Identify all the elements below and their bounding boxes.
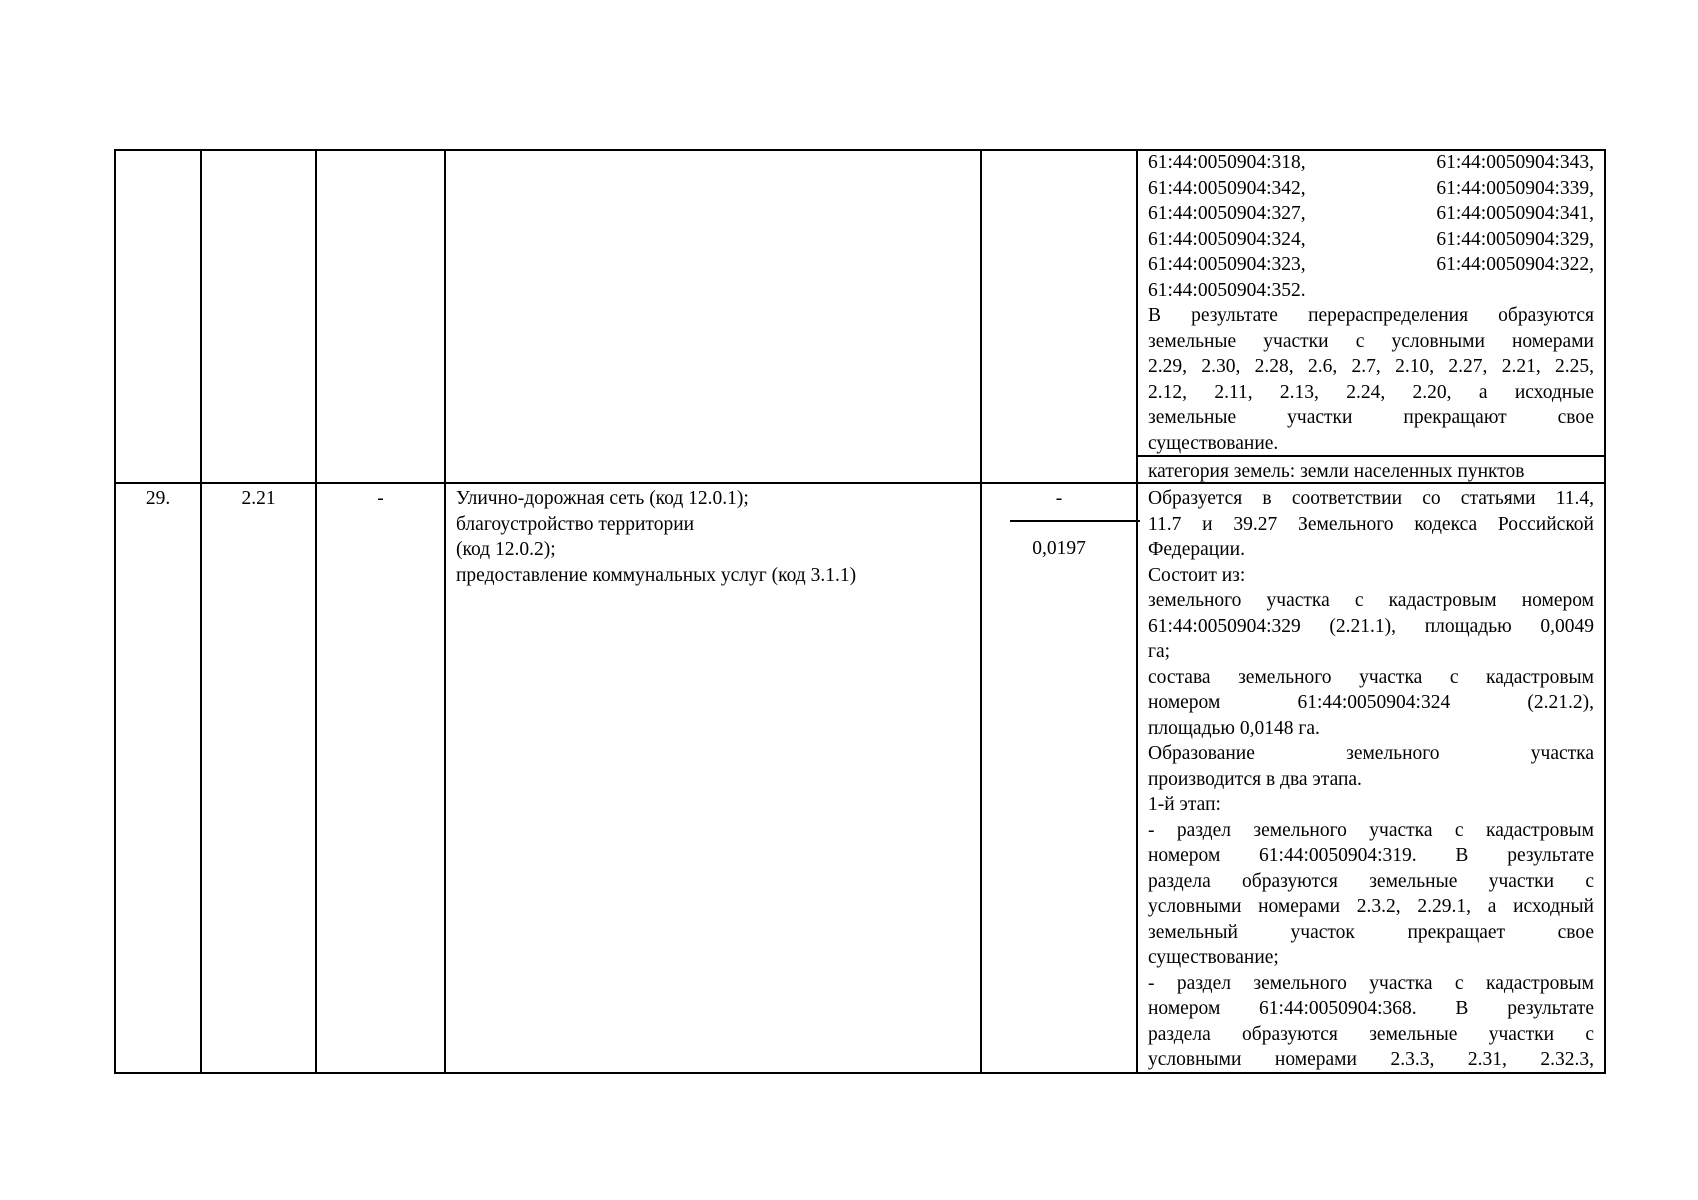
text-line: 61:44:0050904:329 (2.21.1), площадью 0,0049 xyxy=(1148,615,1594,637)
continuation-description xyxy=(1148,150,1594,456)
text-line: Образуется в соответствии со статьями 11.4, xyxy=(1148,488,1594,509)
text-line: 61:44:0050904:327, 61:44:0050904:341, xyxy=(1148,203,1594,224)
column-divider-1 xyxy=(200,149,202,1074)
text-line: 11.7 и 39.27 Земельного кодекса Российской xyxy=(1148,513,1594,535)
column-divider-4 xyxy=(980,149,982,1074)
text-line: земельный участок прекращает свое xyxy=(1148,921,1594,943)
table-right-border xyxy=(1604,149,1606,1074)
column-divider-2 xyxy=(315,149,317,1074)
text-line: 61:44:0050904:318, 61:44:0050904:343, xyxy=(1148,152,1594,173)
text-line: - раздел земельного участка с кадастровым xyxy=(1148,819,1594,841)
column-divider-3 xyxy=(444,149,446,1074)
text-line: предоставление коммунальных услуг (код 3.1.1) xyxy=(456,564,857,586)
text-line: существование. xyxy=(1148,432,1279,454)
permitted-use xyxy=(456,486,976,588)
land-plots-table xyxy=(114,149,1606,1074)
text-line: условными номерами 2.3.3, 2.31, 2.32.3, xyxy=(1148,1049,1594,1070)
text-line: существование; xyxy=(1148,947,1279,968)
text-line: номером 61:44:0050904:368. В результате xyxy=(1148,998,1594,1019)
text-line: производится в два этапа. xyxy=(1148,768,1362,790)
text-line: Состоит из: xyxy=(1148,564,1246,586)
text-line: благоустройство территории xyxy=(456,513,695,535)
text-line: раздела образуются земельные участки с xyxy=(1148,870,1594,892)
text-line: Улично-дорожная сеть (код 12.0.1); xyxy=(456,488,749,509)
area-fraction-line xyxy=(1010,520,1140,522)
text-line: В результате перераспределения образуются xyxy=(1148,305,1594,326)
text-line: 61:44:0050904:342, 61:44:0050904:339, xyxy=(1148,177,1594,199)
text-line: площадью 0,0148 га. xyxy=(1148,717,1320,739)
text-line: 1-й этап: xyxy=(1148,794,1221,815)
text-line: га; xyxy=(1148,641,1171,662)
area-top: - xyxy=(1055,488,1063,509)
column-divider-5 xyxy=(1136,149,1138,1074)
table-left-border xyxy=(114,149,116,1074)
formation-description xyxy=(1148,486,1594,1073)
text-line: 61:44:0050904:324, 61:44:0050904:329, xyxy=(1148,228,1594,250)
text-line: 61:44:0050904:352. xyxy=(1148,279,1306,301)
row-number: 29. xyxy=(145,488,171,509)
text-line: Образование земельного участка xyxy=(1148,743,1594,764)
plot-code: 2.21 xyxy=(241,488,276,509)
text-line: состава земельного участка с кадастровым xyxy=(1148,666,1594,688)
area-value: 0,0197 xyxy=(1032,538,1086,559)
text-line: Федерации. xyxy=(1148,539,1245,560)
text-line: 2.12, 2.11, 2.13, 2.24, 2.20, а исходные xyxy=(1148,381,1594,403)
land-category: категория земель: земли населенных пунктов xyxy=(1148,461,1525,482)
text-line: условными номерами 2.3.2, 2.29.1, а исходный xyxy=(1148,896,1594,917)
text-line: 61:44:0050904:323, 61:44:0050904:322, xyxy=(1148,254,1594,275)
text-line: земельные участки прекращают свое xyxy=(1148,407,1594,428)
text-line: номером 61:44:0050904:324 (2.21.2), xyxy=(1148,692,1594,713)
column-3-value: - xyxy=(377,488,384,509)
text-line: (код 12.0.2); xyxy=(456,539,556,560)
text-line: земельного участка с кадастровым номером xyxy=(1148,590,1594,611)
text-line: 2.29, 2.30, 2.28, 2.6, 2.7, 2.10, 2.27, 2.21, 2.25, xyxy=(1148,356,1594,377)
text-line: номером 61:44:0050904:319. В результате xyxy=(1148,845,1594,866)
text-line: - раздел земельного участка с кадастровым xyxy=(1148,972,1594,994)
text-line: земельные участки с условными номерами xyxy=(1148,330,1594,352)
text-line: раздела образуются земельные участки с xyxy=(1148,1023,1594,1045)
